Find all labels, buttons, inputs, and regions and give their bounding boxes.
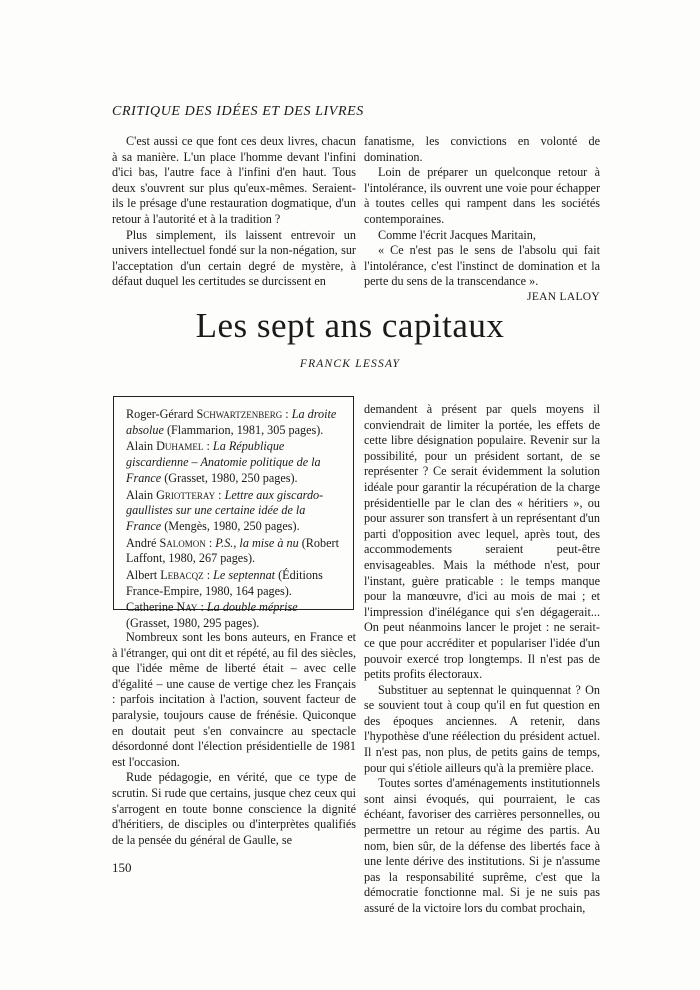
author-first-name: Albert	[126, 568, 161, 583]
article-title: Les sept ans capitaux	[195, 306, 505, 345]
book-title: Le septennat	[213, 568, 276, 583]
paragraph: Plus simplement, ils laissent entrevoir un univers intellectuel fondé sur la non-négation, sur l'acceptation d'un certain degré de mystère, à défaut duquel les certitudes se durcissent en	[112, 227, 356, 289]
paragraph: Toutes sortes d'aménagements institutionnels sont ainsi évoqués, qui pourraient, le cas échéant, favoriser des carrières personnelles, ou permettre un retour au régime des partis. Au nom, bien sûr, de la défense des libertés face à une lente dérive des institutions. Si je n'assume pas la responsabilité suprême, c'est que la démocratie fonctionne mal. Si je ne suis pas assuré de la victoire lors du combat prochain,	[364, 776, 600, 915]
book-references-box	[113, 396, 354, 631]
author-last-name: Lebacqz	[160, 568, 204, 583]
paragraph: demandent à présent par quels moyens il conviendrait de limiter la portée, les effets de cette libre désignation populaire. Revenir sur la possibilité, pour un président sortant, de se représenter ? Ce serait évidemment la solution idéale pour garantir la récupération de la charge présidentielle par le clan des « héritiers », ou pour assurer son transfert à un représentant d'un parti d'opposition avec lequel, après tout, des accommodements seraient peut-être envisageables. Mais la méthode n'est, pour l'instant, guère praticable : le temps manque pour la manœuvre, d'ici au mois de mai ; et l'impression d'inélégance qui s'en dégagerait... On peut néanmoins lancer le projet : ne serait-ce que pour accréditer et populariser l'idée d'un pouvoir exercé trop longtemps. Il n'est pas de petits profits électoraux.	[364, 402, 600, 682]
author-first-name: André	[126, 535, 160, 550]
author-first-name: Roger-Gérard	[126, 407, 197, 421]
book-title: La double méprise	[206, 600, 298, 615]
author-last-name: Nay	[176, 600, 198, 615]
separator: :	[205, 535, 216, 550]
separator: :	[203, 568, 214, 583]
publication-info: (Robert Laffont, 1980, 267 pages).	[126, 535, 339, 566]
prev-article-right-column	[364, 134, 600, 306]
publication-info: (Flammarion, 1981, 305 pages).	[163, 422, 324, 437]
separator: :	[215, 487, 225, 502]
book-reference	[126, 600, 343, 631]
article-left-column	[112, 630, 356, 848]
prev-article-left-column	[112, 134, 356, 290]
author-first-name: Catherine	[126, 600, 177, 615]
page-number: 150	[112, 860, 132, 875]
paragraph: Comme l'écrit Jacques Maritain,	[378, 227, 536, 242]
book-reference	[126, 488, 343, 535]
paragraph: C'est aussi ce que font ces deux livres, chacun à sa manière. L'un place l'homme devant l'infini d'ici bas, l'autre face à l'infini d'en haut. Tous deux s'ouvrent sur plus qu'eux-mêmes. Seraient-ils le présage d'une restauration dogmatique, d'un retour à l'autorité et à la tradition ?	[112, 134, 356, 226]
book-title: Lettre aux giscardo-gaullistes sur une certaine idée de la France	[126, 487, 324, 533]
author-signature: JEAN LALOY	[527, 290, 600, 303]
separator: :	[203, 439, 213, 454]
publication-info: (Grasset, 1980, 250 pages).	[161, 470, 298, 485]
author-last-name: Griotteray	[156, 487, 216, 502]
quote-paragraph: « Ce n'est pas le sens de l'absolu qui fait l'intolérance, c'est l'instinct de domination et la perte du sens de la transcendance ».	[364, 243, 600, 289]
separator: :	[282, 407, 292, 421]
paragraph: Substituer au septennat le quinquennat ? On se souvient tout à coup qu'il en fut question en des époques anciennes. A retenir, dans l'hypothèse d'une réélection du président actuel. Il n'est pas, non plus, de petits gains de temps, pour qui s'étiole ailleurs qu'à la première place.	[364, 682, 600, 775]
publication-info: (Éditions France-Empire, 1980, 164 pages).	[126, 568, 323, 598]
publication-info: (Mengès, 1980, 250 pages).	[161, 518, 300, 533]
book-reference	[126, 439, 343, 486]
author-last-name: Duhamel	[156, 439, 204, 454]
article-right-column	[364, 402, 600, 917]
separator: :	[197, 600, 207, 615]
author-last-name: Schwartzenberg	[196, 407, 283, 421]
author-first-name: Alain	[126, 487, 157, 502]
book-reference	[126, 536, 343, 567]
book-reference	[126, 407, 343, 438]
paragraph: Nombreux sont les bons auteurs, en France et à l'étranger, qui ont dit et répété, au fil des siècles, que l'idée même de liberté était – avec celle d'égalité – une cause de vertige chez les Français : parfois incitation à l'action, souvent facteur de paralysie, toujours cause de frénésie. Quiconque en doutait peut s'en convaincre au spectacle désordonné dont l'élection présidentielle de 1981 est l'occasion.	[112, 630, 356, 769]
publication-info: (Grasset, 1980, 295 pages).	[126, 616, 260, 631]
book-reference	[126, 568, 343, 599]
article-byline: FRANCK LESSAY	[299, 358, 401, 370]
book-title: P.S., la mise à nu	[215, 535, 299, 550]
paragraph: Loin de préparer un quelconque retour à l'intolérance, ils ouvrent une voie pour échapper à toutes celles qui rampent dans les sociétés contemporaines.	[364, 165, 600, 226]
book-title: La République giscardienne – Anatomie politique de la France	[126, 439, 321, 485]
book-title: La droite absolue	[126, 407, 337, 437]
paragraph: fanatisme, les convictions en volonté de domination.	[364, 134, 600, 164]
author-first-name: Alain	[126, 439, 157, 454]
paragraph: Rude pédagogie, en vérité, que ce type de scrutin. Si rude que certains, jusque chez ceux qui s'arrogent en toute bonne conscience la dignité d'héritiers, de disciples ou d'interprètes qualifiés de la pensée du général de Gaulle, se	[112, 770, 356, 847]
author-last-name: Salomon	[159, 535, 206, 550]
running-head: CRITIQUE DES IDÉES ET DES LIVRES	[112, 104, 364, 119]
